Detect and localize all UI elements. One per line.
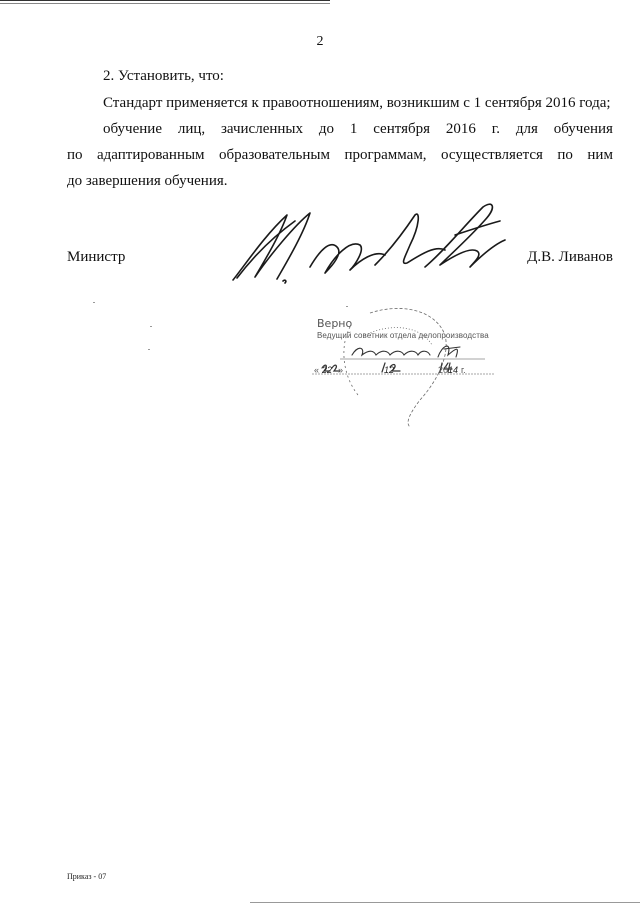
paragraph-word: до	[318, 121, 334, 137]
stamp-date-year-prefix: 20	[438, 365, 449, 375]
paragraph-word: ним	[587, 147, 613, 163]
stamp-date-year-suffix: 14	[448, 365, 459, 375]
scan-edge-rule	[0, 0, 330, 1]
paragraph-word: по	[67, 147, 83, 163]
paragraph-word: 1	[349, 121, 358, 137]
minister-name: Д.В. Ливанов	[527, 249, 613, 265]
stamp-date-suffix: г.	[461, 365, 466, 375]
stamp-role: Ведущий советник отдела делопроизводства	[317, 331, 489, 340]
document-page: 2 2. Установить, что: Стандарт применяется к правоотношениям, возникшим с 1 сентября 2016 года; обучение лиц, зачисленных до 1 сентября 2016 г. для обучения по адаптированным образовательным программам, осуществляется по ним до завершения обучения. Министр Д.В. Ливанов Верно Ведущий советник отдела делопроизводства « 22 » 12 20 14 г. Приказ - 07	[0, 0, 640, 905]
page-number: 2	[316, 34, 324, 49]
paragraph-1: Стандарт применяется к правоотношениям, возникшим с 1 сентября 2016 года;	[103, 95, 611, 111]
scan-speck	[346, 306, 348, 307]
minister-title: Министр	[67, 249, 126, 265]
clause-heading: 2. Установить, что:	[103, 68, 224, 84]
form-code: Приказ - 07	[67, 872, 107, 881]
scan-bottom-edge	[250, 902, 640, 903]
paragraph-2-line-3: до завершения обучения.	[67, 173, 228, 189]
paragraph-word: для	[515, 121, 538, 137]
paragraph-2-line-1	[103, 120, 613, 138]
paragraph-word: образовательным	[219, 147, 330, 163]
stamp-date-day: 22	[322, 365, 333, 375]
paragraph-word: сентября	[373, 121, 431, 137]
paragraph-2-line-2	[67, 146, 613, 164]
paragraph-word: лиц,	[177, 121, 206, 137]
stamp-date-month: 12	[384, 365, 395, 375]
paragraph-word: зачисленных	[221, 121, 303, 137]
paragraph-word: г.	[491, 121, 500, 137]
paragraph-word: обучения	[553, 121, 613, 137]
paragraph-word: 2016	[445, 121, 476, 137]
scan-speck	[93, 302, 95, 303]
scan-speck	[148, 349, 150, 350]
paragraph-word: по	[557, 147, 573, 163]
paragraph-word: адаптированным	[97, 147, 205, 163]
scan-edge-rule-secondary	[0, 3, 330, 4]
stamp-title: Верно	[317, 317, 353, 330]
paragraph-word: программам,	[344, 147, 427, 163]
paragraph-word: осуществляется	[441, 147, 543, 163]
handwritten-signature-icon	[225, 195, 515, 290]
scan-speck	[150, 326, 152, 327]
stamp-handwritten-name	[360, 344, 424, 355]
paragraph-word: обучение	[103, 121, 162, 137]
